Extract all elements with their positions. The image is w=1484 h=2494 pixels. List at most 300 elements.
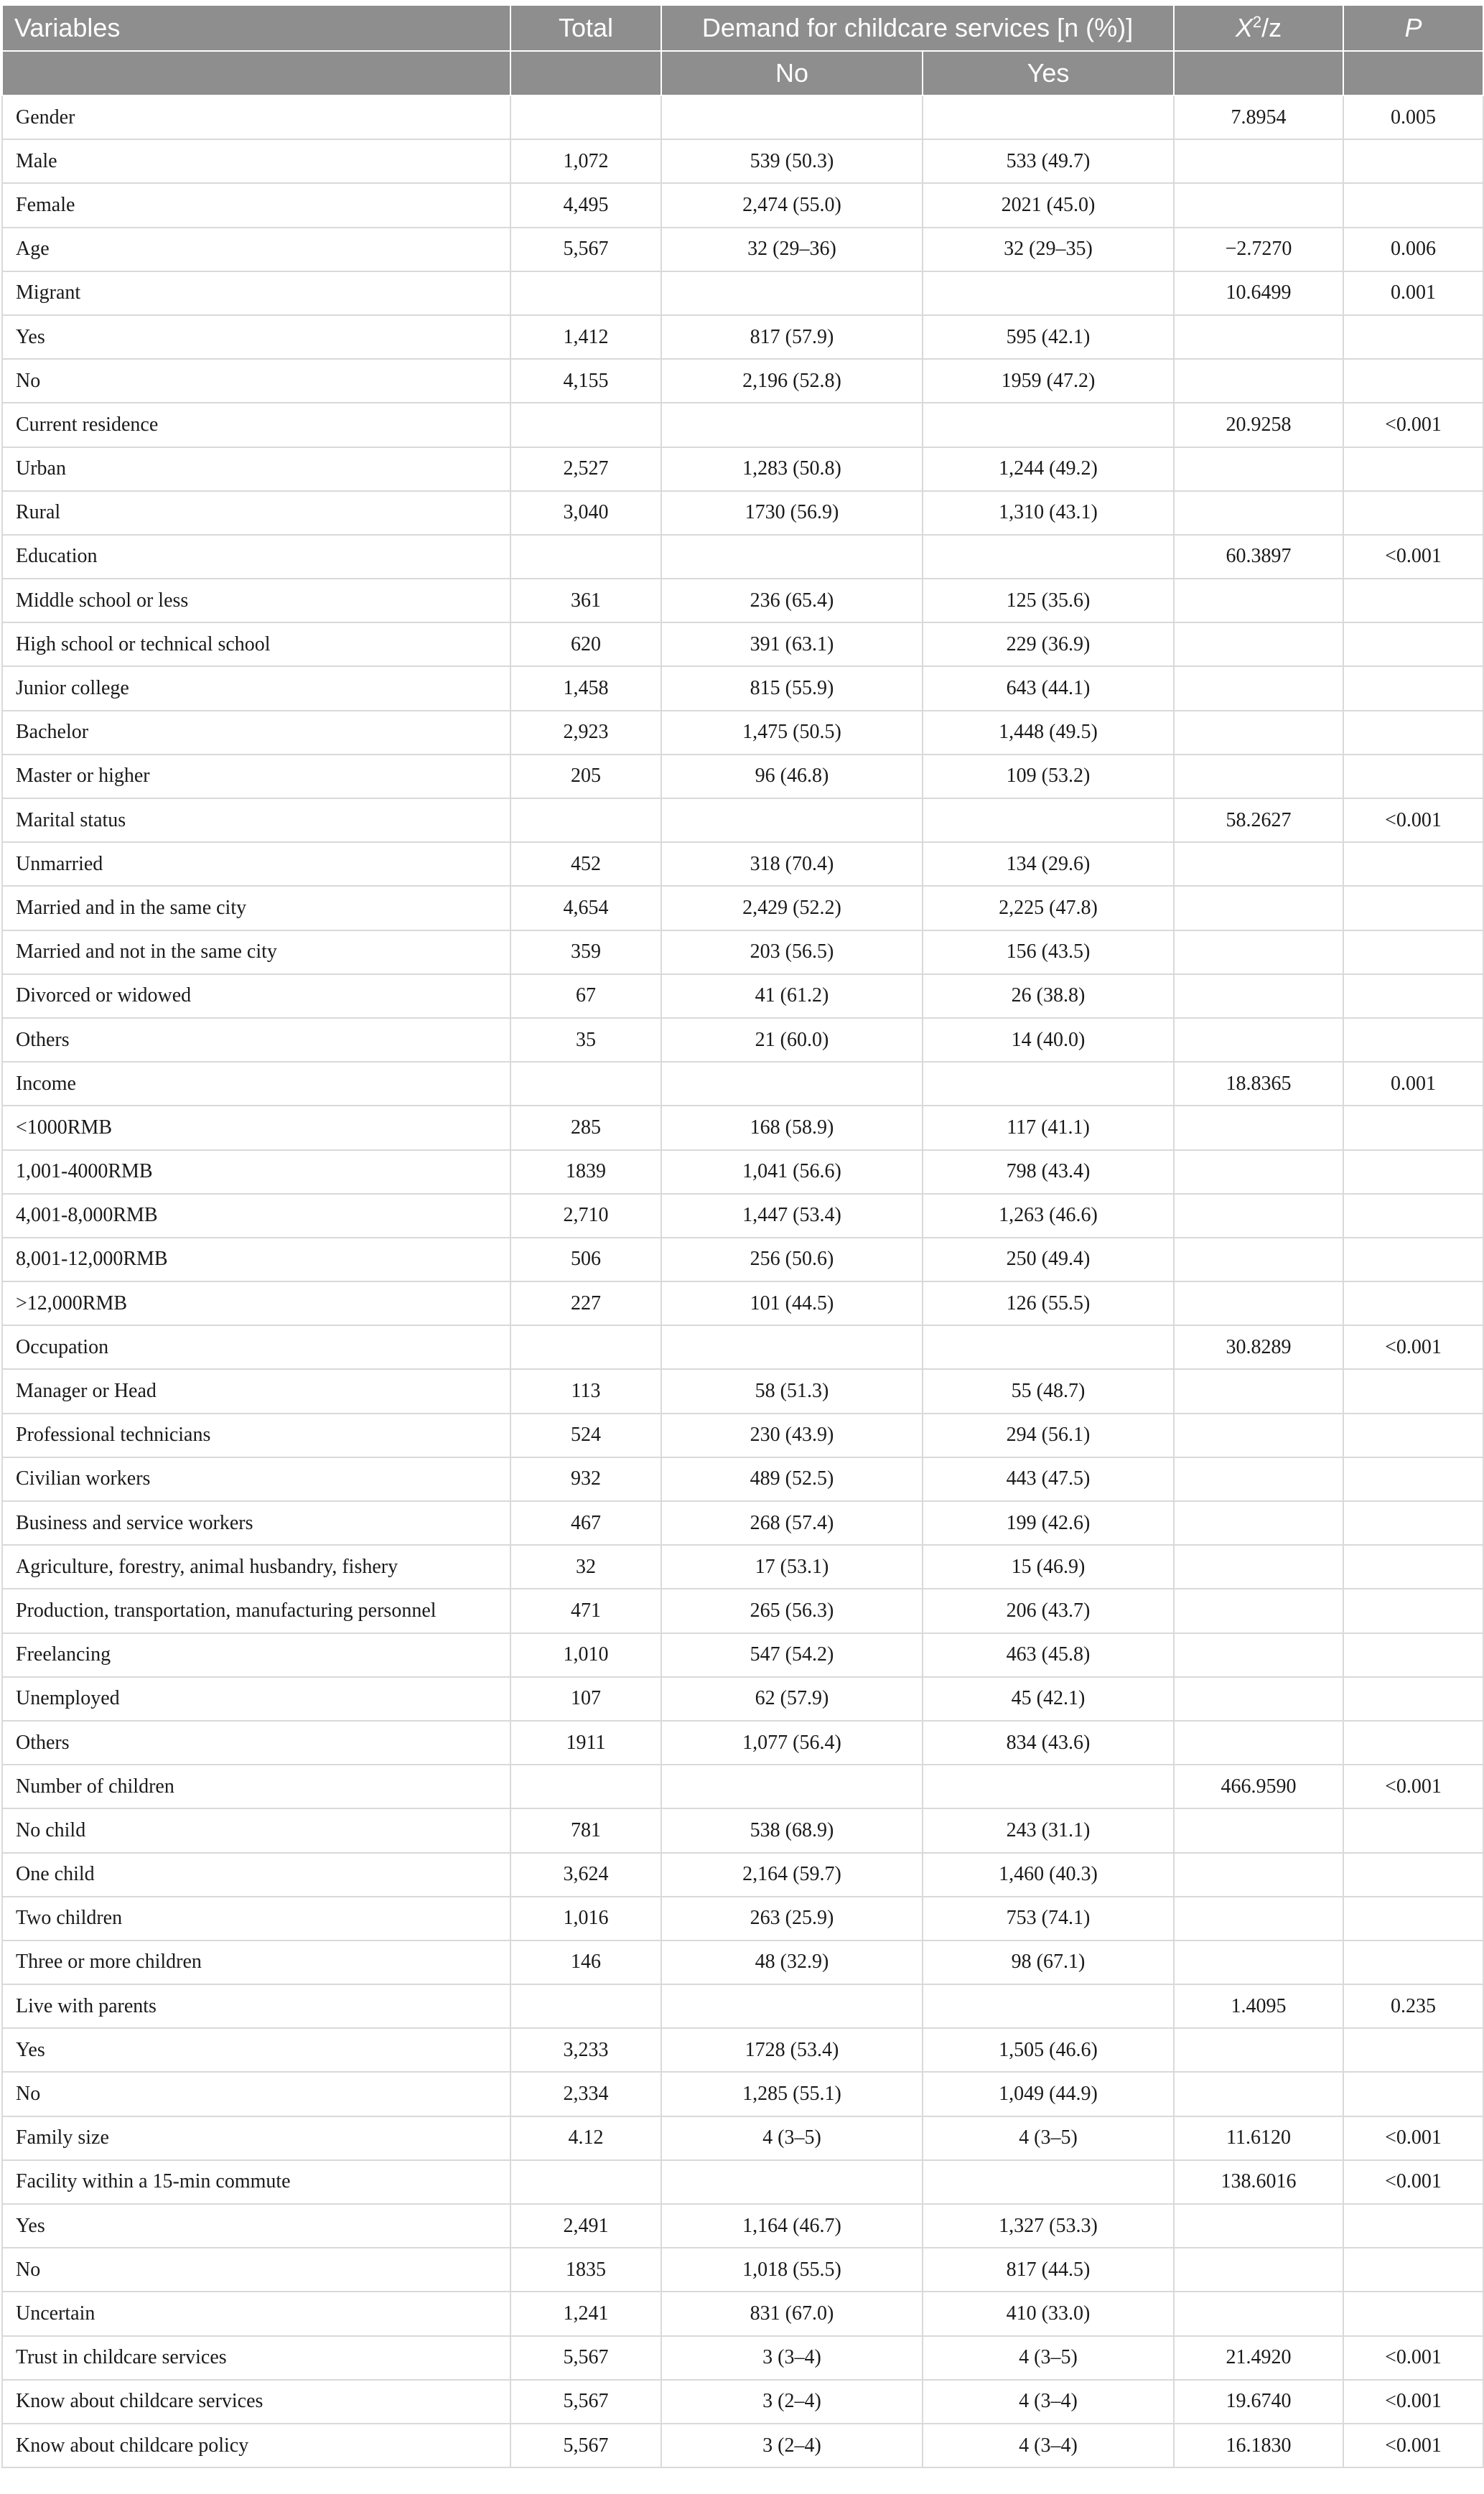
cell-yes: 443 (47.5) <box>923 1457 1174 1501</box>
cell-no: 817 (57.9) <box>661 315 923 359</box>
cell-no: 815 (55.9) <box>661 666 923 710</box>
cell-yes: 1,460 (40.3) <box>923 1853 1174 1897</box>
cell-yes: 1,263 (46.6) <box>923 1194 1174 1238</box>
cell-yes: 156 (43.5) <box>923 930 1174 974</box>
cell-total <box>510 1062 661 1106</box>
cell-yes <box>923 1062 1174 1106</box>
cell-p: <0.001 <box>1343 2380 1483 2424</box>
cell-p <box>1343 755 1483 798</box>
table-row <box>2 1721 1483 1765</box>
table-row <box>2 535 1483 579</box>
cell-stat <box>1174 491 1343 535</box>
cell-total: 2,710 <box>510 1194 661 1238</box>
cell-variable: Know about childcare policy <box>2 2424 510 2467</box>
cell-no: 1728 (53.4) <box>661 2028 923 2072</box>
cell-p <box>1343 842 1483 886</box>
cell-total: 1,072 <box>510 139 661 183</box>
cell-stat <box>1174 1808 1343 1852</box>
cell-yes <box>923 1325 1174 1369</box>
table-row <box>2 1281 1483 1325</box>
cell-variable: Female <box>2 183 510 227</box>
cell-yes: 126 (55.5) <box>923 1281 1174 1325</box>
cell-stat <box>1174 1369 1343 1413</box>
table-row <box>2 1633 1483 1677</box>
cell-stat <box>1174 2072 1343 2116</box>
cell-yes: 26 (38.8) <box>923 974 1174 1018</box>
cell-total: 359 <box>510 930 661 974</box>
cell-variable: Occupation <box>2 1325 510 1369</box>
cell-total: 781 <box>510 1808 661 1852</box>
cell-p <box>1343 1808 1483 1852</box>
cell-total <box>510 1765 661 1808</box>
table-row <box>2 491 1483 535</box>
cell-no <box>661 1062 923 1106</box>
header-variables: Variables <box>2 5 510 51</box>
header-stat-z: /z <box>1261 13 1282 42</box>
cell-yes: 643 (44.1) <box>923 666 1174 710</box>
cell-total: 5,567 <box>510 2424 661 2467</box>
cell-total: 2,334 <box>510 2072 661 2116</box>
cell-p <box>1343 1238 1483 1281</box>
cell-p <box>1343 447 1483 491</box>
cell-p: <0.001 <box>1343 403 1483 447</box>
cell-p <box>1343 930 1483 974</box>
table-row <box>2 2424 1483 2467</box>
table-header <box>2 5 1483 95</box>
cell-p <box>1343 579 1483 622</box>
cell-total <box>510 535 661 579</box>
cell-yes: 1,327 (53.3) <box>923 2204 1174 2248</box>
cell-total: 4,654 <box>510 886 661 930</box>
cell-p: <0.001 <box>1343 1765 1483 1808</box>
cell-p: <0.001 <box>1343 2424 1483 2467</box>
cell-yes: 4 (3–5) <box>923 2336 1174 2380</box>
cell-total: 506 <box>510 1238 661 1281</box>
cell-variable: No <box>2 359 510 403</box>
cell-p: <0.001 <box>1343 798 1483 842</box>
cell-yes: 463 (45.8) <box>923 1633 1174 1677</box>
cell-total: 361 <box>510 579 661 622</box>
cell-variable: Migrant <box>2 271 510 315</box>
table-row <box>2 95 1483 139</box>
cell-total: 452 <box>510 842 661 886</box>
cell-no: 230 (43.9) <box>661 1414 923 1457</box>
cell-stat <box>1174 2028 1343 2072</box>
cell-stat: 466.9590 <box>1174 1765 1343 1808</box>
cell-yes: 533 (49.7) <box>923 139 1174 183</box>
cell-p <box>1343 1457 1483 1501</box>
cell-total: 4,495 <box>510 183 661 227</box>
cell-variable: 1,001-4000RMB <box>2 1150 510 1194</box>
table-row <box>2 974 1483 1018</box>
cell-stat <box>1174 1150 1343 1194</box>
cell-stat: 60.3897 <box>1174 535 1343 579</box>
cell-stat <box>1174 1501 1343 1545</box>
cell-total: 4,155 <box>510 359 661 403</box>
cell-yes: 595 (42.1) <box>923 315 1174 359</box>
table-row <box>2 1984 1483 2028</box>
cell-yes: 4 (3–4) <box>923 2424 1174 2467</box>
cell-yes <box>923 535 1174 579</box>
table-row <box>2 2292 1483 2335</box>
cell-total: 932 <box>510 1457 661 1501</box>
table-row <box>2 1765 1483 1808</box>
cell-no: 1,283 (50.8) <box>661 447 923 491</box>
cell-yes: 206 (43.7) <box>923 1589 1174 1633</box>
header-p: P <box>1343 5 1483 51</box>
cell-p <box>1343 1281 1483 1325</box>
cell-p <box>1343 359 1483 403</box>
cell-yes: 1,049 (44.9) <box>923 2072 1174 2116</box>
table-row <box>2 271 1483 315</box>
cell-total: 2,491 <box>510 2204 661 2248</box>
table-row <box>2 1106 1483 1149</box>
cell-p <box>1343 2204 1483 2248</box>
cell-p <box>1343 1018 1483 1062</box>
cell-total: 5,567 <box>510 2336 661 2380</box>
table-row <box>2 1897 1483 1940</box>
cell-yes <box>923 1765 1174 1808</box>
cell-p: <0.001 <box>1343 535 1483 579</box>
cell-stat <box>1174 755 1343 798</box>
table-row <box>2 1677 1483 1721</box>
cell-total: 3,233 <box>510 2028 661 2072</box>
cell-no: 3 (2–4) <box>661 2424 923 2467</box>
cell-no: 48 (32.9) <box>661 1940 923 1984</box>
cell-variable: Divorced or widowed <box>2 974 510 1018</box>
cell-p: <0.001 <box>1343 2336 1483 2380</box>
cell-variable: Education <box>2 535 510 579</box>
table-row <box>2 1808 1483 1852</box>
table-row <box>2 2204 1483 2248</box>
table-row <box>2 1457 1483 1501</box>
cell-p <box>1343 1414 1483 1457</box>
cell-total <box>510 95 661 139</box>
cell-no: 3 (3–4) <box>661 2336 923 2380</box>
cell-stat <box>1174 315 1343 359</box>
cell-p <box>1343 1633 1483 1677</box>
cell-p <box>1343 2292 1483 2335</box>
table-row <box>2 930 1483 974</box>
cell-stat: 58.2627 <box>1174 798 1343 842</box>
cell-p <box>1343 139 1483 183</box>
cell-yes: 834 (43.6) <box>923 1721 1174 1765</box>
cell-total: 1,241 <box>510 2292 661 2335</box>
cell-yes <box>923 95 1174 139</box>
cell-stat <box>1174 886 1343 930</box>
cell-yes <box>923 2160 1174 2204</box>
header-statistic <box>1174 5 1343 51</box>
cell-yes: 817 (44.5) <box>923 2248 1174 2292</box>
cell-variable: One child <box>2 1853 510 1897</box>
cell-no <box>661 798 923 842</box>
header-no: No <box>661 51 923 95</box>
cell-no: 1,475 (50.5) <box>661 711 923 755</box>
table-row <box>2 1414 1483 1457</box>
cell-p <box>1343 1106 1483 1149</box>
cell-total <box>510 1984 661 2028</box>
cell-yes: 15 (46.9) <box>923 1545 1174 1589</box>
cell-no: 96 (46.8) <box>661 755 923 798</box>
cell-stat <box>1174 1677 1343 1721</box>
cell-p: 0.001 <box>1343 1062 1483 1106</box>
cell-total: 1,010 <box>510 1633 661 1677</box>
cell-no: 32 (29–36) <box>661 228 923 271</box>
cell-total: 32 <box>510 1545 661 1589</box>
cell-yes: 4 (3–4) <box>923 2380 1174 2424</box>
cell-stat <box>1174 930 1343 974</box>
cell-no: 2,164 (59.7) <box>661 1853 923 1897</box>
cell-variable: Bachelor <box>2 711 510 755</box>
header-yes: Yes <box>923 51 1174 95</box>
cell-yes <box>923 798 1174 842</box>
cell-no <box>661 1765 923 1808</box>
cell-stat <box>1174 1194 1343 1238</box>
cell-p <box>1343 1853 1483 1897</box>
cell-variable: Unmarried <box>2 842 510 886</box>
cell-no: 17 (53.1) <box>661 1545 923 1589</box>
cell-yes: 98 (67.1) <box>923 1940 1174 1984</box>
cell-yes: 1,244 (49.2) <box>923 447 1174 491</box>
cell-stat <box>1174 579 1343 622</box>
cell-yes: 2021 (45.0) <box>923 183 1174 227</box>
header-blank-1 <box>2 51 510 95</box>
table-row <box>2 447 1483 491</box>
cell-p <box>1343 2072 1483 2116</box>
cell-stat <box>1174 447 1343 491</box>
cell-total: 35 <box>510 1018 661 1062</box>
cell-variable: High school or technical school <box>2 622 510 666</box>
table-row <box>2 228 1483 271</box>
table-row <box>2 1062 1483 1106</box>
cell-p <box>1343 1897 1483 1940</box>
cell-no: 268 (57.4) <box>661 1501 923 1545</box>
cell-variable: Production, transportation, manufacturing personnel <box>2 1589 510 1633</box>
cell-variable: <1000RMB <box>2 1106 510 1149</box>
cell-stat <box>1174 1414 1343 1457</box>
cell-variable: Income <box>2 1062 510 1106</box>
cell-total: 471 <box>510 1589 661 1633</box>
table-row <box>2 183 1483 227</box>
cell-yes: 243 (31.1) <box>923 1808 1174 1852</box>
header-row-2 <box>2 51 1483 95</box>
cell-total: 113 <box>510 1369 661 1413</box>
header-blank-2 <box>510 51 661 95</box>
cell-no: 539 (50.3) <box>661 139 923 183</box>
cell-total: 146 <box>510 1940 661 1984</box>
cell-no: 391 (63.1) <box>661 622 923 666</box>
cell-variable: Trust in childcare services <box>2 2336 510 2380</box>
cell-stat <box>1174 2248 1343 2292</box>
cell-variable: Manager or Head <box>2 1369 510 1413</box>
cell-p: 0.235 <box>1343 1984 1483 2028</box>
table-row <box>2 1853 1483 1897</box>
cell-variable: Current residence <box>2 403 510 447</box>
cell-variable: Married and not in the same city <box>2 930 510 974</box>
cell-variable: Agriculture, forestry, animal husbandry, fishery <box>2 1545 510 1589</box>
table-row <box>2 1940 1483 1984</box>
cell-no: 168 (58.9) <box>661 1106 923 1149</box>
cell-no: 62 (57.9) <box>661 1677 923 1721</box>
table-row <box>2 842 1483 886</box>
cell-no: 1,285 (55.1) <box>661 2072 923 2116</box>
cell-variable: Business and service workers <box>2 1501 510 1545</box>
header-total: Total <box>510 5 661 51</box>
cell-total: 1835 <box>510 2248 661 2292</box>
cell-total <box>510 798 661 842</box>
cell-total: 524 <box>510 1414 661 1457</box>
cell-yes: 798 (43.4) <box>923 1150 1174 1194</box>
data-table <box>1 4 1484 2468</box>
cell-stat <box>1174 1853 1343 1897</box>
cell-total: 1,016 <box>510 1897 661 1940</box>
cell-yes: 199 (42.6) <box>923 1501 1174 1545</box>
cell-stat <box>1174 622 1343 666</box>
cell-yes <box>923 1984 1174 2028</box>
cell-yes: 250 (49.4) <box>923 1238 1174 1281</box>
cell-variable: Three or more children <box>2 1940 510 1984</box>
cell-p <box>1343 1545 1483 1589</box>
cell-total <box>510 271 661 315</box>
cell-total: 5,567 <box>510 2380 661 2424</box>
cell-variable: Unemployed <box>2 1677 510 1721</box>
cell-stat <box>1174 1897 1343 1940</box>
cell-no: 256 (50.6) <box>661 1238 923 1281</box>
cell-total: 1839 <box>510 1150 661 1194</box>
cell-total <box>510 403 661 447</box>
cell-yes: 45 (42.1) <box>923 1677 1174 1721</box>
table-row <box>2 1150 1483 1194</box>
cell-stat <box>1174 183 1343 227</box>
cell-variable: Facility within a 15-min commute <box>2 2160 510 2204</box>
cell-no: 831 (67.0) <box>661 2292 923 2335</box>
cell-stat: 1.4095 <box>1174 1984 1343 2028</box>
cell-no: 2,474 (55.0) <box>661 183 923 227</box>
table-row <box>2 1369 1483 1413</box>
cell-stat <box>1174 974 1343 1018</box>
cell-total: 2,923 <box>510 711 661 755</box>
cell-p <box>1343 1721 1483 1765</box>
cell-yes: 229 (36.9) <box>923 622 1174 666</box>
cell-no <box>661 1325 923 1369</box>
cell-variable: Urban <box>2 447 510 491</box>
cell-stat <box>1174 1721 1343 1765</box>
cell-p: <0.001 <box>1343 1325 1483 1369</box>
cell-variable: Others <box>2 1018 510 1062</box>
cell-yes: 134 (29.6) <box>923 842 1174 886</box>
cell-yes: 117 (41.1) <box>923 1106 1174 1149</box>
cell-p <box>1343 1677 1483 1721</box>
cell-yes: 109 (53.2) <box>923 755 1174 798</box>
cell-yes: 125 (35.6) <box>923 579 1174 622</box>
cell-stat <box>1174 1018 1343 1062</box>
cell-yes <box>923 271 1174 315</box>
cell-total: 620 <box>510 622 661 666</box>
cell-variable: 8,001-12,000RMB <box>2 1238 510 1281</box>
cell-total: 3,040 <box>510 491 661 535</box>
table-row <box>2 2028 1483 2072</box>
table-row <box>2 2336 1483 2380</box>
cell-total: 107 <box>510 1677 661 1721</box>
table-row <box>2 2116 1483 2160</box>
cell-total: 2,527 <box>510 447 661 491</box>
table-row <box>2 798 1483 842</box>
cell-yes: 410 (33.0) <box>923 2292 1174 2335</box>
cell-stat: 10.6499 <box>1174 271 1343 315</box>
cell-variable: Freelancing <box>2 1633 510 1677</box>
header-blank-4 <box>1343 51 1483 95</box>
cell-p <box>1343 491 1483 535</box>
cell-total: 3,624 <box>510 1853 661 1897</box>
table-row <box>2 711 1483 755</box>
cell-variable: No <box>2 2248 510 2292</box>
cell-no <box>661 95 923 139</box>
cell-no: 41 (61.2) <box>661 974 923 1018</box>
cell-stat <box>1174 359 1343 403</box>
cell-variable: Professional technicians <box>2 1414 510 1457</box>
cell-stat <box>1174 1633 1343 1677</box>
header-blank-3 <box>1174 51 1343 95</box>
cell-stat: 30.8289 <box>1174 1325 1343 1369</box>
cell-no: 58 (51.3) <box>661 1369 923 1413</box>
table-row <box>2 1545 1483 1589</box>
cell-variable: 4,001-8,000RMB <box>2 1194 510 1238</box>
cell-yes: 1,505 (46.6) <box>923 2028 1174 2072</box>
cell-no: 1730 (56.9) <box>661 491 923 535</box>
cell-stat <box>1174 1281 1343 1325</box>
cell-p <box>1343 1150 1483 1194</box>
cell-stat <box>1174 1457 1343 1501</box>
cell-variable: Age <box>2 228 510 271</box>
cell-total: 1,458 <box>510 666 661 710</box>
cell-stat <box>1174 842 1343 886</box>
cell-yes: 55 (48.7) <box>923 1369 1174 1413</box>
table-row <box>2 1238 1483 1281</box>
table-row <box>2 1589 1483 1633</box>
cell-yes: 294 (56.1) <box>923 1414 1174 1457</box>
header-stat-x: X <box>1235 13 1253 42</box>
cell-yes <box>923 403 1174 447</box>
cell-no: 2,429 (52.2) <box>661 886 923 930</box>
cell-p <box>1343 886 1483 930</box>
cell-total: 1,412 <box>510 315 661 359</box>
table-row <box>2 2248 1483 2292</box>
cell-stat: 138.6016 <box>1174 2160 1343 2204</box>
cell-stat <box>1174 139 1343 183</box>
cell-total: 4.12 <box>510 2116 661 2160</box>
cell-p <box>1343 1369 1483 1413</box>
cell-no: 101 (44.5) <box>661 1281 923 1325</box>
cell-no: 263 (25.9) <box>661 1897 923 1940</box>
cell-variable: Yes <box>2 2204 510 2248</box>
cell-no: 265 (56.3) <box>661 1589 923 1633</box>
cell-p <box>1343 2028 1483 2072</box>
cell-variable: Number of children <box>2 1765 510 1808</box>
table-row <box>2 2380 1483 2424</box>
cell-yes: 1,310 (43.1) <box>923 491 1174 535</box>
cell-stat <box>1174 1545 1343 1589</box>
cell-stat <box>1174 1589 1343 1633</box>
cell-variable: Married and in the same city <box>2 886 510 930</box>
cell-no: 1,447 (53.4) <box>661 1194 923 1238</box>
cell-p: 0.001 <box>1343 271 1483 315</box>
cell-stat <box>1174 711 1343 755</box>
cell-yes: 2,225 (47.8) <box>923 886 1174 930</box>
cell-stat: 20.9258 <box>1174 403 1343 447</box>
cell-p <box>1343 2248 1483 2292</box>
cell-no <box>661 271 923 315</box>
cell-p <box>1343 183 1483 227</box>
